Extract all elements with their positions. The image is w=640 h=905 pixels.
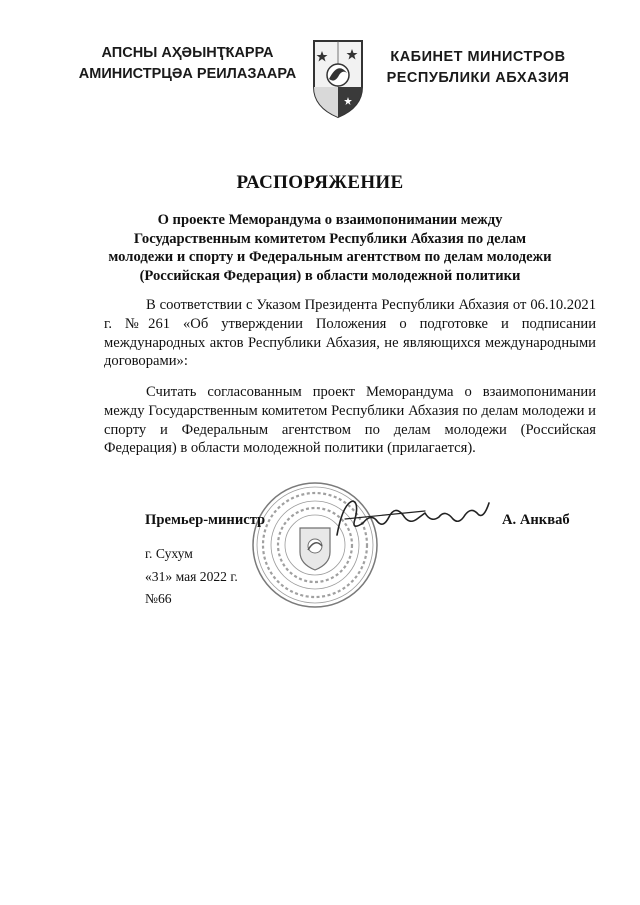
document-date: «31» мая 2022 г. xyxy=(145,569,238,584)
handwritten-signature-icon xyxy=(325,495,495,540)
header-left-line1: АПСНЫ АҲӘЫНҬҞАРРА xyxy=(101,45,274,61)
document-city: г. Сухум xyxy=(145,546,193,561)
header-right xyxy=(378,47,578,89)
body-paragraph-1: В соответствии с Указом Президента Республики Абхазия от 06.10.2021 г. №261 «Об утверждении Положения о подготовке и подписании международных актов Республики Абхазия, не являющихся международными договорами»: xyxy=(104,297,596,370)
body-paragraph-2: Считать согласованным проект Меморандума о взаимопонимании между Государственным комитетом Республики Абхазия по делам молодежи и спорту и Федеральным агентством по делам молодежи (Российская Федерация) в области молодежной политики (прилагается). xyxy=(104,384,596,457)
signatory-position: Премьер-министр xyxy=(145,512,266,528)
document-number: №66 xyxy=(145,591,172,606)
coat-of-arms-icon xyxy=(312,39,364,119)
header-right-line2: РЕСПУБЛИКИ АБХАЗИЯ xyxy=(386,70,570,86)
document-subject: О проекте Меморандума о взаимопонимании между Государственным комитетом Республики Абхазия по делам молодежи и спорту и Федеральным агентством по делам молодежи (Российская Федерация) в области молодежной политики xyxy=(108,212,552,284)
document-title: РАСПОРЯЖЕНИЕ xyxy=(236,172,404,193)
header-left-line2: АМИНИСТРЦӘА РЕИЛАЗААРА xyxy=(78,66,297,82)
signatory-name: А. Анкваб xyxy=(502,512,570,528)
header-right-line1: КАБИНЕТ МИНИСТРОВ xyxy=(390,49,566,65)
header-left xyxy=(70,43,305,85)
